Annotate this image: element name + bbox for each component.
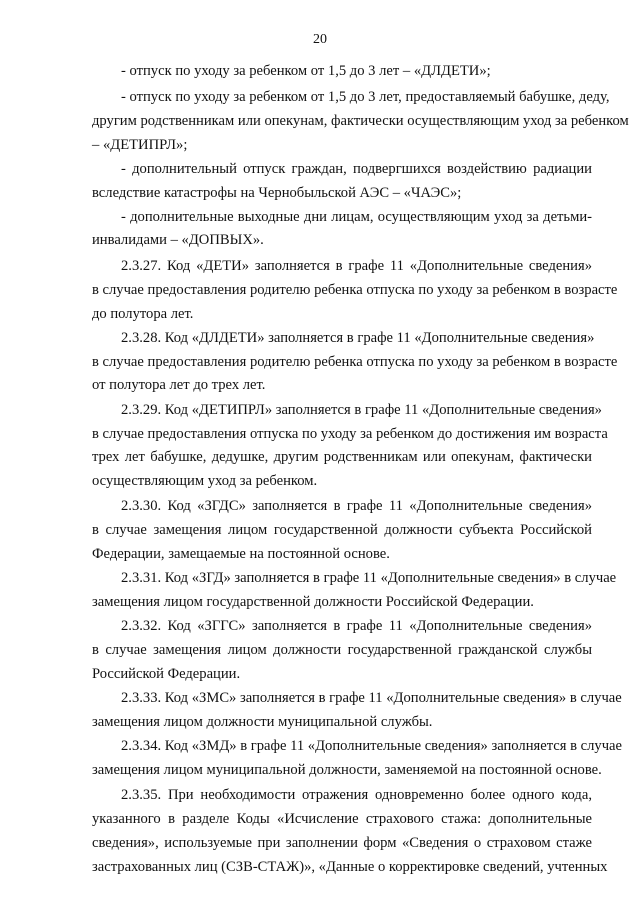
text-line: трех лет бабушке, дедушке, другим родственникам или опекунам, фактически — [92, 449, 592, 465]
text-line: 2.3.35. При необходимости отражения одновременно более одного кода, — [121, 787, 592, 803]
page-number: 20 — [313, 32, 327, 47]
text-line: – «ДЕТИПРЛ»; — [92, 137, 188, 153]
text-line: 2.3.34. Код «ЗМД» в графе 11 «Дополнительные сведения» заполняется в случае — [121, 738, 622, 754]
text-line: другим родственникам или опекунам, фактически осуществляющим уход за ребенком — [92, 113, 629, 129]
text-line: сведения», используемые при заполнении форм «Сведения о страховом стаже — [92, 835, 592, 851]
text-line: инвалидами – «ДОПВЫХ». — [92, 232, 264, 248]
text-line: до полутора лет. — [92, 306, 194, 322]
text-line: в случае замещения лицом должности государственной гражданской службы — [92, 642, 592, 658]
text-line: в случае замещения лицом государственной должности субъекта Российской — [92, 522, 592, 538]
text-line: замещения лицом муниципальной должности, заменяемой на постоянной основе. — [92, 762, 602, 778]
text-line: 2.3.29. Код «ДЕТИПРЛ» заполняется в графе 11 «Дополнительные сведения» — [121, 402, 602, 418]
text-line: Федерации, замещаемые на постоянной основе. — [92, 546, 390, 562]
text-line: вследствие катастрофы на Чернобыльской АЭС – «ЧАЭС»; — [92, 185, 462, 201]
text-line: от полутора лет до трех лет. — [92, 377, 266, 393]
text-line: в случае предоставления родителю ребенка отпуска по уходу за ребенком в возрасте — [92, 282, 618, 298]
text-line: Российской Федерации. — [92, 666, 241, 682]
text-line: осуществляющим уход за ребенком. — [92, 473, 318, 489]
text-line: 2.3.30. Код «ЗГДС» заполняется в графе 11 «Дополнительные сведения» — [121, 498, 592, 514]
text-line: 2.3.28. Код «ДЛДЕТИ» заполняется в графе 11 «Дополнительные сведения» — [121, 330, 595, 346]
text-line: 2.3.33. Код «ЗМС» заполняется в графе 11 «Дополнительные сведения» в случае — [121, 690, 622, 706]
text-line: - отпуск по уходу за ребенком от 1,5 до 3 лет – «ДЛДЕТИ»; — [121, 63, 491, 79]
text-line: замещения лицом должности муниципальной службы. — [92, 714, 433, 730]
text-line: в случае предоставления отпуска по уходу за ребенком до достижения им возраста — [92, 426, 608, 442]
text-line: 2.3.31. Код «ЗГД» заполняется в графе 11 «Дополнительные сведения» в случае — [121, 570, 617, 586]
text-line: застрахованных лиц (СЗВ-СТАЖ)», «Данные о корректировке сведений, учтенных — [92, 859, 608, 875]
text-line: в случае предоставления родителю ребенка отпуска по уходу за ребенком в возрасте — [92, 354, 618, 370]
text-line: указанного в разделе Коды «Исчисление страхового стажа: дополнительные — [92, 811, 592, 827]
text-line: замещения лицом государственной должности Российской Федерации. — [92, 594, 534, 610]
text-line: - дополнительные выходные дни лицам, осуществляющим уход за детьми- — [121, 209, 592, 225]
text-line: 2.3.27. Код «ДЕТИ» заполняется в графе 11 «Дополнительные сведения» — [121, 258, 592, 274]
text-line: 2.3.32. Код «ЗГГС» заполняется в графе 11 «Дополнительные сведения» — [121, 618, 592, 634]
text-line: - отпуск по уходу за ребенком от 1,5 до 3 лет, предоставляемый бабушке, деду, — [121, 89, 610, 105]
text-line: - дополнительный отпуск граждан, подвергшихся воздействию радиации — [121, 161, 592, 177]
